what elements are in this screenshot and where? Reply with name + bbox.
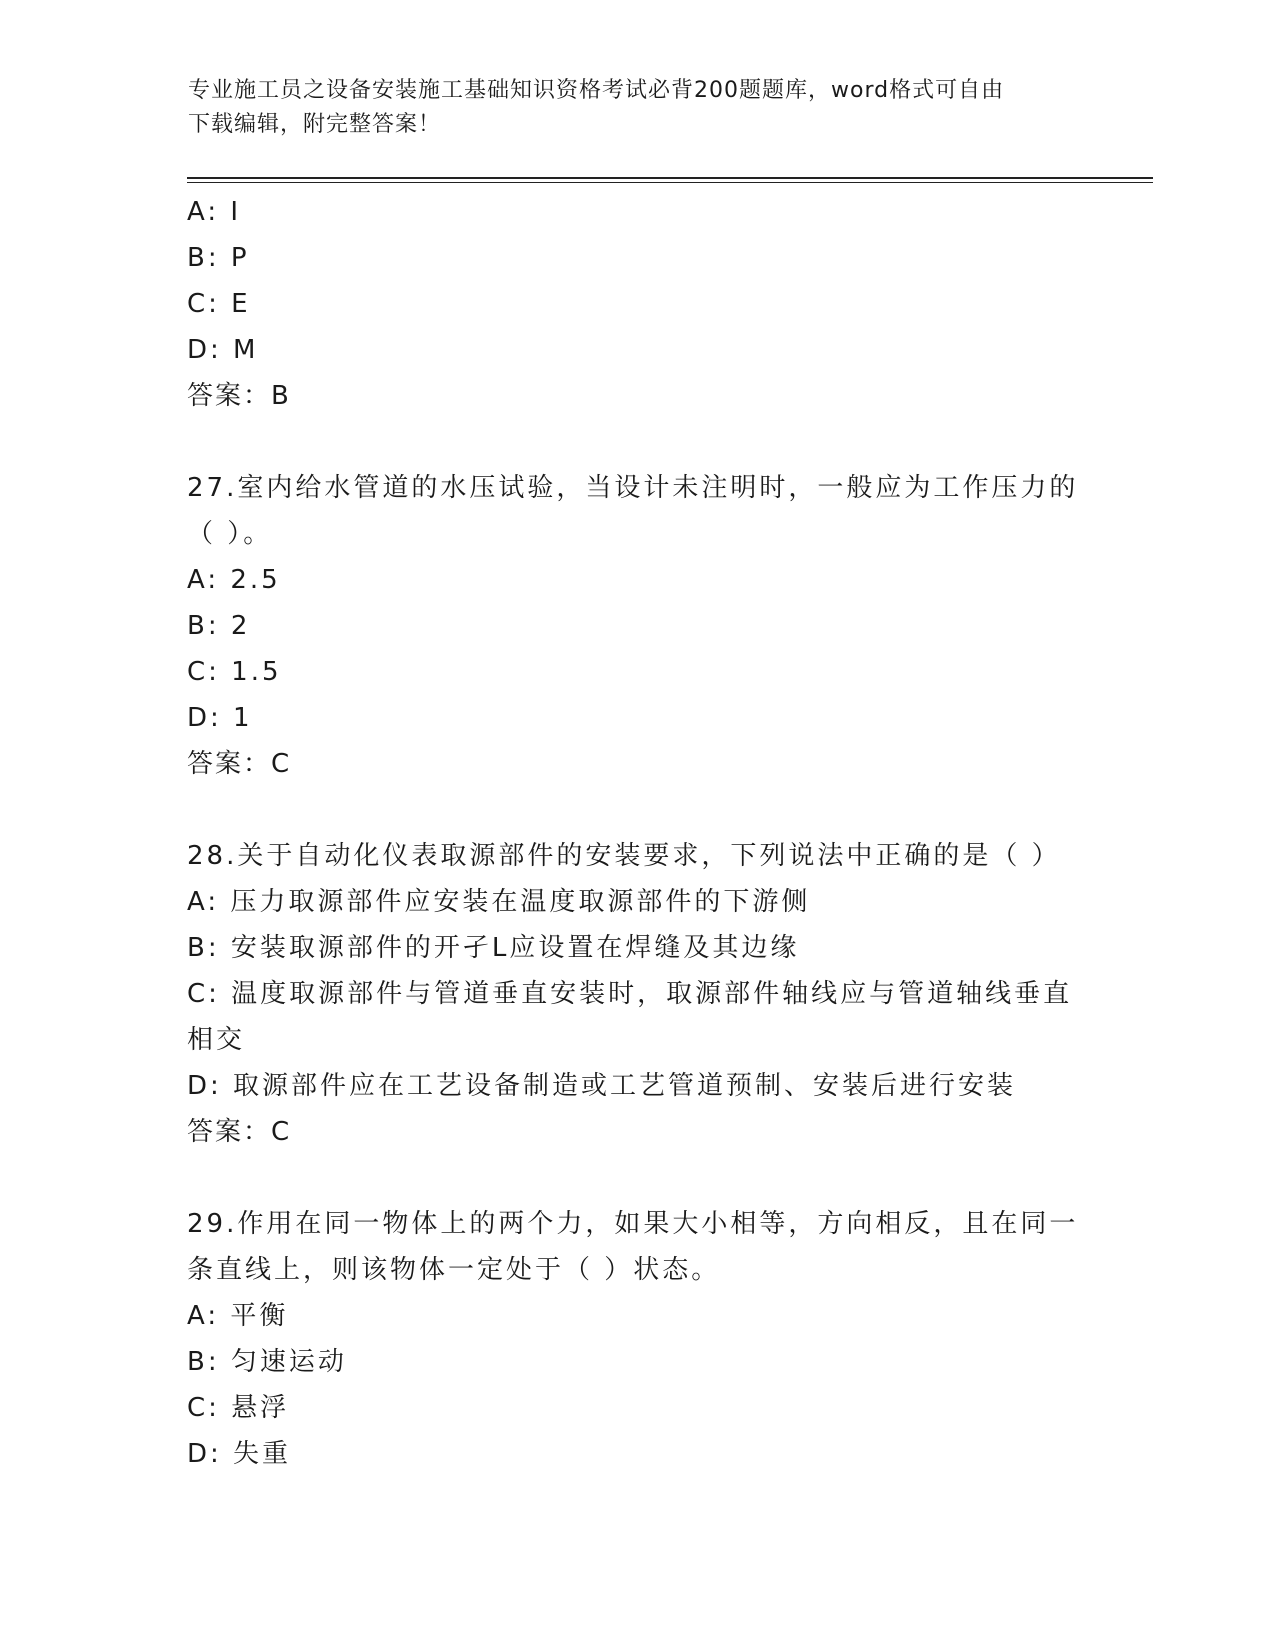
- option-a: A: 压力取源部件应安装在温度取源部件的下游侧: [187, 887, 811, 917]
- option-d: D: 1: [187, 703, 253, 733]
- question-list: [187, 189, 1087, 1477]
- option-c: C: 温度取源部件与管道垂直安装时，取源部件轴线应与管道轴线垂直: [187, 979, 1073, 1009]
- header-line-1: 专业施工员之设备安装施工基础知识资格考试必背200题题库，word格式可自由: [188, 78, 1005, 103]
- option-a: A: 2.5: [187, 565, 281, 595]
- header-divider-thin: [187, 182, 1153, 183]
- question-text: 29.作用在同一物体上的两个力，如果大小相等，方向相反，且在同一: [187, 1209, 1079, 1239]
- option-c: C: 悬浮: [187, 1393, 290, 1423]
- document-header: [188, 74, 1088, 142]
- question-text-continued: （ ）。: [187, 519, 273, 549]
- answer: 答案：C: [187, 1117, 292, 1147]
- option-d: D: M: [187, 335, 259, 365]
- header-line-2: 下载编辑，附完整答案！: [188, 112, 442, 137]
- spacer: [187, 787, 1087, 833]
- option-c-continued: 相交: [187, 1025, 246, 1055]
- option-b: B: P: [187, 243, 250, 273]
- option-b: B: 2: [187, 611, 251, 641]
- question-text: 28.关于自动化仪表取源部件的安装要求，下列说法中正确的是（ ）: [187, 841, 1061, 871]
- question-28: [187, 833, 1087, 1155]
- question-27: [187, 465, 1087, 787]
- question-text: 27.室内给水管道的水压试验，当设计未注明时，一般应为工作压力的: [187, 473, 1079, 503]
- spacer: [187, 419, 1087, 465]
- option-c: C: 1.5: [187, 657, 282, 687]
- question-29: [187, 1201, 1087, 1477]
- option-b: B: 匀速运动: [187, 1347, 347, 1377]
- option-a: A: I: [187, 197, 242, 227]
- option-a: A: 平衡: [187, 1301, 289, 1331]
- question-text-continued: 条直线上，则该物体一定处于（ ）状态。: [187, 1255, 721, 1285]
- answer: 答案：C: [187, 749, 292, 779]
- header-divider: [187, 177, 1153, 179]
- spacer: [187, 1155, 1087, 1201]
- option-c: C: E: [187, 289, 251, 319]
- option-b: B: 安装取源部件的开孑L应设置在焊缝及其边缘: [187, 933, 800, 963]
- option-d: D: 取源部件应在工艺设备制造或工艺管道预制、安装后进行安装: [187, 1071, 1017, 1101]
- question-26: [187, 189, 1087, 419]
- answer: 答案：B: [187, 381, 291, 411]
- option-d: D: 失重: [187, 1439, 292, 1469]
